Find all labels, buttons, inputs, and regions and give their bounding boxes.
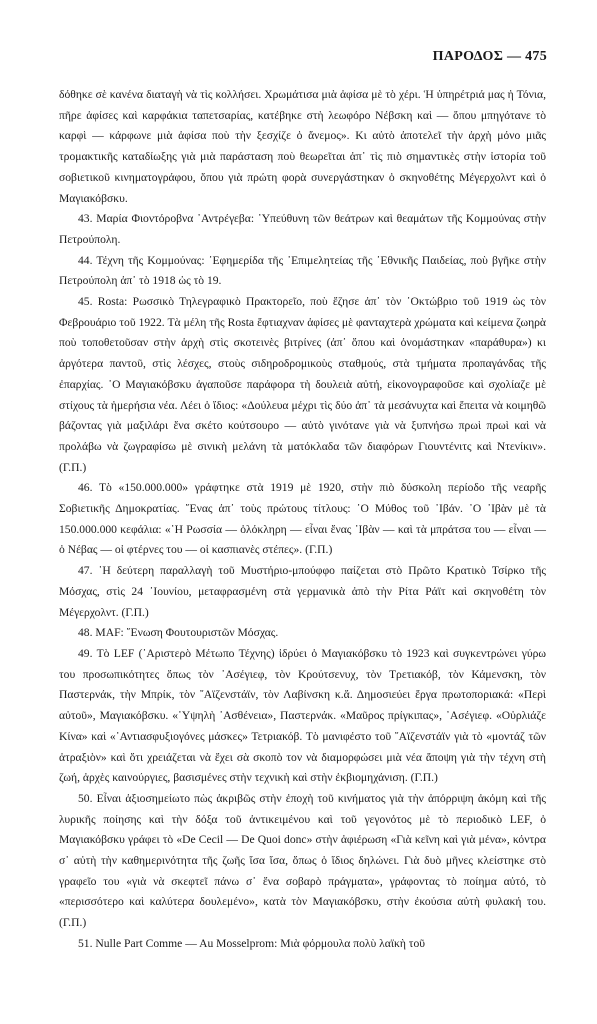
footnote-48: 48. MAF: ῞Ενωση Φουτουριστῶν Μόσχας. [78,626,279,640]
footnote-44: 44. Τέχνη τῆς Κομμούνας: ᾿Εφημερίδα τῆς ᾿Επιμελητείας τῆς ᾿Εθνικῆς Παιδείας, ποὺ βγῆκε στὴν Πετρούπολη ἀπ᾽ τὸ 1918 ὡς τὸ 19. [59,253,546,288]
footnote-49: 49. Τὸ LEF (᾿Αριστερὸ Μέτωπο Τέχνης) ἱδρύει ὁ Μαγιακόβσκυ τὸ 1923 καὶ συγκεντρώνει γύρω του προσωπικότητες ὅπως τὸν ᾿Ασέγιεφ, τὸν Κρούτσενυχ, τὸν Τρετιακόβ, τὸν Κάμενσκη, τὸν Παστερνάκ, τὴν Μπρίκ, τὸν ῎Αϊζενστάϊν, τὸν Λαβίνσκη κ.ἄ. Δημοσιεύει ἔργα πρωτοποριακά: «Περὶ αὐτοῦ», Μαγιακόβσκυ. «῾Υψηλὴ ᾿Ασθένεια», Παστερνάκ. «Μαῦρος πρίγκιπας», ᾿Ασέγιεφ. «Οὐρλιάζε Κίνα» καὶ «᾿Αντιασφυξιογόνες μάσκες» Τετριακόβ. Τὸ μανιφέστο τοῦ ῎Αϊζενστάϊν γιὰ τὸ «μοντάζ τῶν ἀτραξιὸν» καὶ ὅτι χρειάζεται νὰ ἔχει σὰ σκοπὸ τον νὰ διαμορφώσει μιὰ νέα ἄποψη γιὰ τὴν τέχνη στὴ ζωή, ἀρχὲς καινούργιες, βασισμένες στὴν τεχνικὴ καὶ στὴν ἐκβιομηχάνιση. (Γ.Π.) [59,646,546,785]
footnote-47: 47. ῾Η δεύτερη παραλλαγὴ τοῦ Μυστήριο-μπούφφο παίζεται στὸ Πρῶτο Κρατικὸ Τσίρκο τῆς Μόσχας, στὶς 24 ᾿Ιουνίου, μεταφρασμένη στὰ γερμανικὰ ἀπὸ τὴν Ρίτα Ράϊτ καὶ σκηνοθέτη τὸν Μέγερχολντ. (Γ.Π.) [59,564,546,619]
continued-footnote-text: δόθηκε σὲ κανένα διαταγὴ νὰ τὶς κολλήσει. Χρωμάτισα μιὰ ἀφίσα μὲ τὸ χέρι. Ἡ ὑπηρέτριά μας ἡ Τόνια, πῆρε ἀφίσες καὶ καρφάκια ταπετσαρίας, κατέβηκε στὴ λεωφόρο Νέβσκη καὶ — ὅπου μπηγότανε τὸ καρφὶ — κάρφωνε μιὰ ἀφίσα ποὺ τὴν ξεσχίζε ὁ ἄνεμος». Κι αὐτὸ ἀποτελεῖ τὴν ἀρχὴ μόνο μιᾶς τρομακτικῆς καταδίωξης γιὰ μιὰ παράσταση ποὺ θεωρεῖται ἀπ᾽ τὶς πιὸ σημαντικὲς στὴν ἱστορία τοῦ σοβιετικοῦ κινηματογράφου, ὅπου γιὰ πρώτη φορὰ συνεργάστηκαν ὁ σκηνοθέτης Μέγερχολντ καὶ ὁ Μαγιακόβσκυ. [59,88,546,205]
footnotes-body [59,85,546,955]
footnote-43: 43. Μαρία Φιοντόροβνα ᾿Αντρέγεβα: ῾Υπεύθυνη τῶν θεάτρων καὶ θεαμάτων τῆς Κομμούνας στὴν Πετρούπολη. [59,212,546,246]
footnote-51: 51. Nulle Part Comme — Au Mosselprom: Μιὰ φόρμουλα πολὺ λαϊκὴ τοῦ [78,936,425,950]
footnote-50: 50. Εἶναι ἀξιοσημείωτο πὼς ἀκριβῶς στὴν ἐποχὴ τοῦ κινήματος γιὰ τὴν ἀπόρριψη ἀκόμη καὶ τῆς λυρικῆς ποίησης καὶ τὴν δόξα τοῦ ἀντικειμένου καὶ τοῦ γεγονότος μὲ τὸ περιοδικὸ LEF, ὁ Μαγιακόβσκυ γράφει τὸ «De Cecil — De Quoi donc» στὴν ἀφιέρωση «Γιὰ κεῖνη καὶ γιὰ μένα», κόντρα σ᾽ αὐτὴ τὴν καθημερινότητα τῆς ζωῆς ἴσα ἴσα, ὅπως ὁ ἴδιος δηλώνει. Γιὰ δυὸ μῆνες κλείστηκε στὸ γραφεῖο του «γιὰ νὰ σκεφτεῖ πάνω σ᾽ ἕνα σοβαρὸ πράγματα», γράφοντας τὸ ποίημα αὐτό, τὸ «περισσότερο καὶ καλύτερα δουλεμένο», κατὰ τὸν Μαγιακόβσκυ, στὴν ἐκούσια αὐτὴ φυλακή του. (Γ.Π.) [59,791,546,930]
running-header: ΠΑΡΟΔΟΣ — 475 [432,49,547,64]
footnote-45: 45. Rosta: Ρωσσικὸ Τηλεγραφικὸ Πρακτορεῖο, ποὺ ἔζησε ἀπ᾽ τὸν ᾿Οκτώβριο τοῦ 1919 ὡς τὸν Φεβρουάριο τοῦ 1922. Τὰ μέλη τῆς Rosta ἔφτιαχναν ἀφίσες μὲ φανταχτερὰ χρώματα καὶ κείμενα ζωηρὰ ποὺ τοποθετοῦσαν στὴν ἀρχὴ στὶς σκοτεινὲς βιτρίνες (ἀπ᾽ ὅπου καὶ ὀνομάστηκαν «παράθυρα») κι ἀργότερα παντοῦ, στὶς λέσχες, στοὺς σιδηροδρομικοὺς σταθμούς, στὰ τμήματα προπαγάνδας τῆς ἐπαρχίας. ῾Ο Μαγιακόβσκυ ἀγαποῦσε παράφορα τὴ δουλειὰ αὐτή, εἰκονογραφοῦσε καὶ σχολίαζε μὲ στίχους τὰ ἡμερήσια νέα. Λέει ὁ ἴδιος: «Δούλευα μέχρι τὶς δύο ἀπ᾽ τὰ μεσάνυχτα καὶ ἔπειτα νὰ κοιμηθῶ βάζοντας γιὰ μαξιλάρι ἕνα σκέτο κούτσουρο — αὐτὸ γινότανε γιὰ νὰ ξυπνήσω πρωὶ πρωὶ καὶ νὰ προλάβω νὰ ζωγραφίσω μὲ σινικὴ μελάνη τὰ ματόκλαδα τῶν διαφόρων Γιουντένιτς καὶ Ντενίκιν». (Γ.Π.) [59,295,546,474]
footnote-46: 46. Τὸ «150.000.000» γράφτηκε στὰ 1919 μὲ 1920, στὴν πιὸ δύσκολη περίοδο τῆς νεαρῆς Σοβιετικῆς Δημοκρατίας. ῞Ενας ἀπ᾽ τοὺς πρώτους τίτλους: ᾿Ο Μύθος τοῦ ᾿Ιβάν. ᾿Ο ᾿Ιβὰν μὲ τὰ 150.000.000 κεφάλια: «῾Η Ρωσσία — ὁλόκληρη — εἶναι ἕνας ᾿Ιβὰν — καὶ τὰ μπράτσα του — εἶναι — ὁ Νέβας — οἱ φτέρνες του — οἱ κασπιανὲς στέπες». (Γ.Π.) [59,481,546,557]
